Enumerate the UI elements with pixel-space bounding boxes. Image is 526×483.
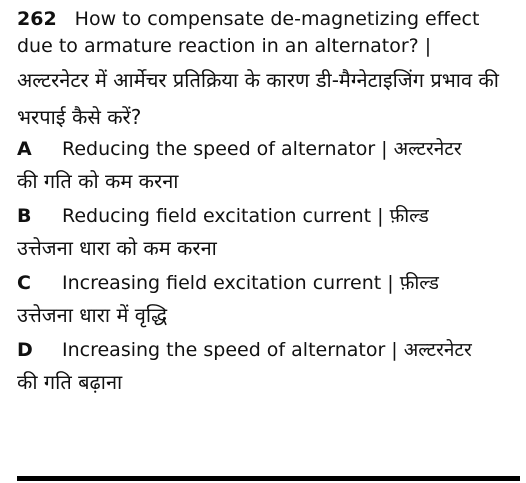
option-d-letter: D <box>17 339 33 361</box>
option-b-letter: B <box>17 205 32 227</box>
option-a-text-hindi: की गति को कम करना <box>17 169 179 193</box>
option-b-row <box>17 203 512 230</box>
question-number: 262 <box>17 8 57 30</box>
option-b-text-english: Reducing field excitation current | फ़ील्ड <box>62 205 429 227</box>
option-d-text-english: Increasing the speed of alternator | अल्टरनेटर <box>62 339 472 361</box>
option-a[interactable] <box>17 136 512 199</box>
option-a-letter: A <box>17 138 32 160</box>
option-c-row <box>17 270 512 297</box>
option-c-letter: C <box>17 272 31 294</box>
question-block <box>17 6 512 136</box>
option-c-text-english: Increasing field excitation current | फ़ील्ड <box>62 272 439 294</box>
bottom-divider <box>17 476 520 481</box>
option-c[interactable] <box>17 270 512 333</box>
option-b-text-hindi: उत्तेजना धारा को कम करना <box>17 236 217 260</box>
option-a-row <box>17 136 512 163</box>
question-text-english: How to compensate de-magnetizing effect due to armature reaction in an alternator? | <box>17 8 480 57</box>
option-d-row <box>17 337 512 364</box>
option-d[interactable] <box>17 337 512 400</box>
option-d-text-hindi: की गति बढ़ाना <box>17 370 123 394</box>
option-a-text-english: Reducing the speed of alternator | अल्टरनेटर <box>62 138 462 160</box>
option-b[interactable] <box>17 203 512 266</box>
option-c-text-hindi: उत्तेजना धारा में वृद्धि <box>17 303 168 327</box>
question-text-hindi: अल्टरनेटर में आर्मेचर प्रतिक्रिया के कारण डी-मैग्नेटाइजिंग प्रभाव की भरपाई कैसे करें? <box>17 68 499 129</box>
